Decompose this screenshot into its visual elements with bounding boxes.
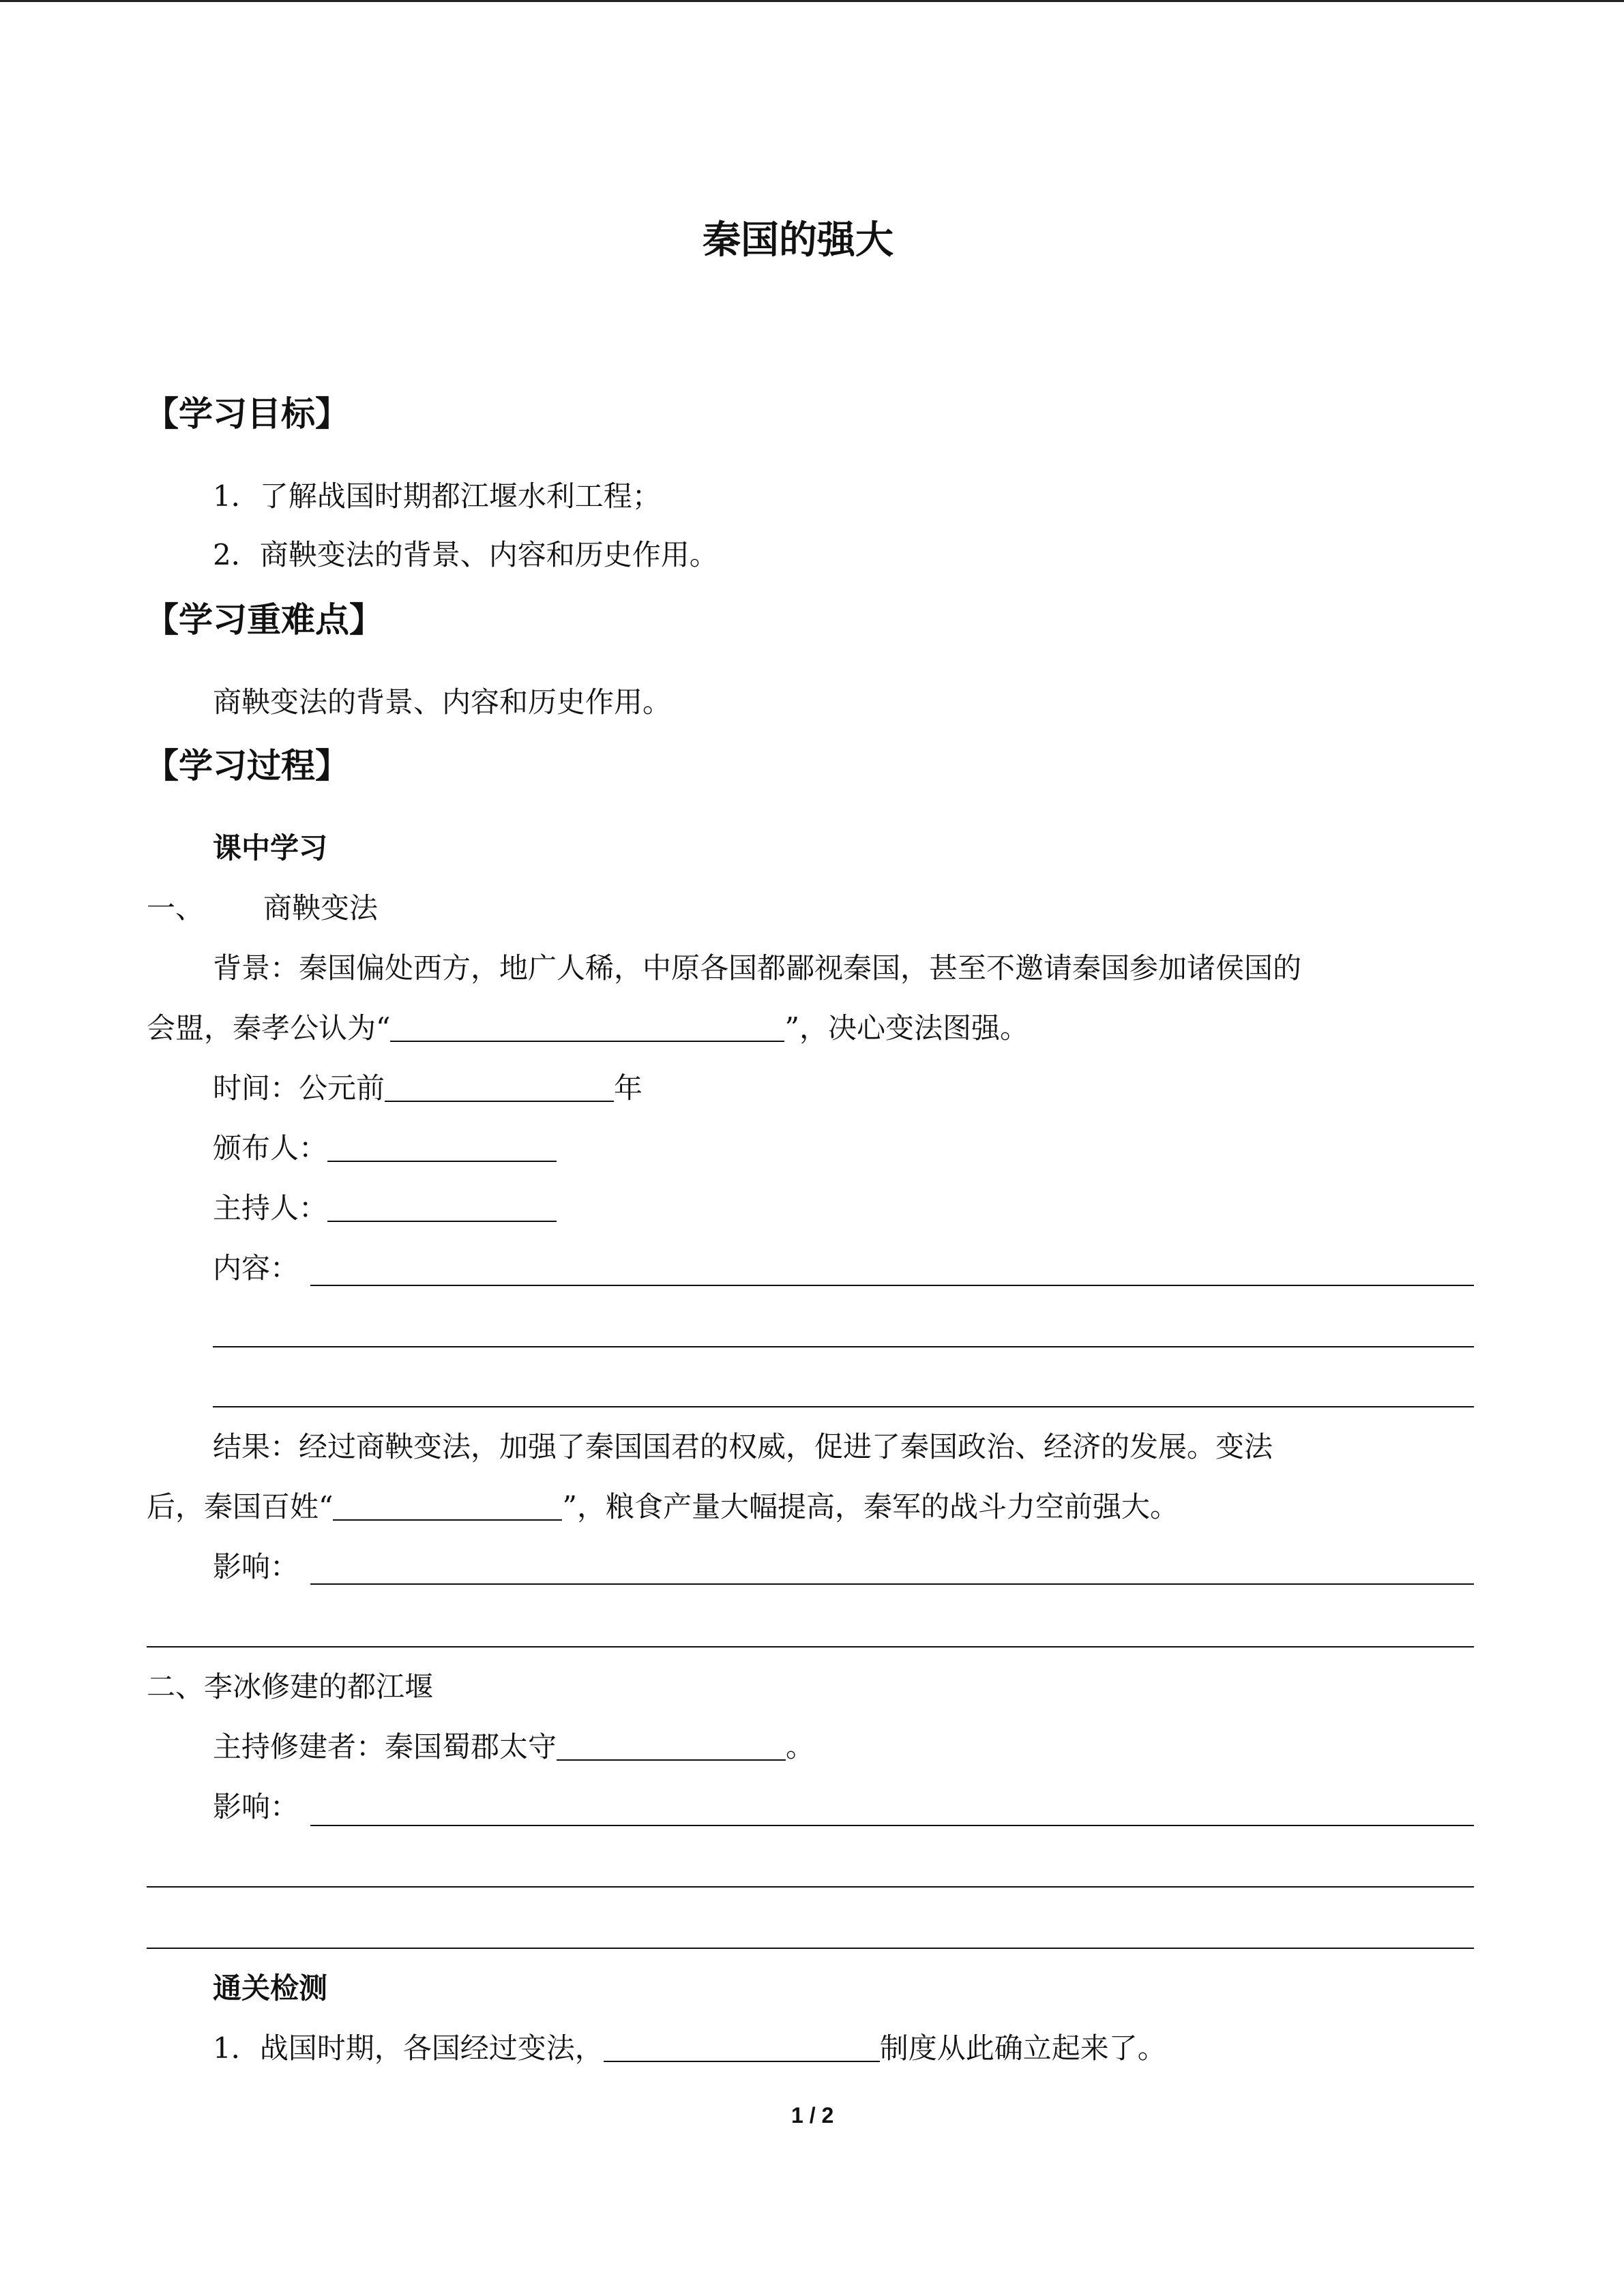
background-line-1: 背景：秦国偏处西方，地广人稀，中原各国都鄙视秦国，甚至不邀请秦国参加诸侯国的 (213, 951, 1302, 985)
content-answer-line-1[interactable] (310, 1285, 1474, 1286)
part2-title: 二、李冰修建的都江堰 (147, 1670, 434, 1703)
background-blank[interactable] (390, 1013, 784, 1042)
page-number: 1 / 2 (791, 2103, 834, 2128)
keypoints-heading: 【学习重难点】 (145, 600, 383, 640)
result-text-after: ”，粮食产量大幅提高，秦军的战斗力空前强大。 (562, 1490, 1179, 1523)
objectives-heading: 【学习目标】 (145, 394, 349, 434)
objective-item-1: 1．了解战国时期都江堰水利工程； (213, 479, 661, 513)
issuer-line (213, 1129, 557, 1167)
question-1-text-before: 1．战国时期，各国经过变法， (213, 2031, 604, 2065)
part2-influence-line-1[interactable] (310, 1825, 1474, 1826)
question-1-text-after: 制度从此确立起来了。 (879, 2031, 1166, 2065)
process-heading: 【学习过程】 (145, 746, 349, 786)
part1-number: 一、 (147, 891, 205, 925)
result-line-1: 结果：经过商鞅变法，加强了秦国国君的权威，促进了秦国政治、经济的发展。变法 (213, 1430, 1273, 1463)
page-top-border (0, 0, 1624, 2)
objective-item-2: 2．商鞅变法的背景、内容和历史作用。 (213, 538, 718, 571)
result-blank[interactable] (333, 1492, 562, 1521)
page-title: 秦国的强大 (703, 218, 894, 263)
builder-suffix: 。 (786, 1730, 815, 1763)
host-line (213, 1189, 557, 1227)
content-answer-line-3[interactable] (213, 1406, 1474, 1407)
process-subheading: 课中学习 (213, 831, 328, 865)
time-label: 时间：公元前 (213, 1071, 385, 1105)
background-text-before: 会盟，秦孝公认为“ (147, 1011, 391, 1045)
host-label: 主持人： (213, 1191, 328, 1225)
time-blank[interactable] (385, 1073, 614, 1102)
background-line-2 (147, 1009, 1029, 1047)
builder-line (213, 1728, 814, 1766)
part1-influence-line-2[interactable] (147, 1646, 1474, 1648)
part2-influence-label: 影响： (213, 1790, 299, 1823)
part1-title: 商鞅变法 (263, 891, 379, 925)
result-text-before: 后，秦国百姓“ (147, 1490, 334, 1523)
issuer-blank[interactable] (327, 1133, 557, 1162)
builder-label: 主持修建者：秦国蜀郡太守 (213, 1730, 557, 1763)
part1-influence-label: 影响： (213, 1550, 299, 1583)
question-1-blank[interactable] (604, 2033, 880, 2062)
time-suffix: 年 (614, 1071, 643, 1105)
part2-influence-line-2[interactable] (147, 1886, 1474, 1888)
check-heading: 通关检测 (213, 1971, 328, 2005)
host-blank[interactable] (327, 1193, 557, 1222)
content-answer-line-2[interactable] (213, 1346, 1474, 1347)
content-label: 内容： (213, 1251, 299, 1285)
issuer-label: 颁布人： (213, 1131, 328, 1165)
time-line (213, 1069, 643, 1107)
result-line-2 (147, 1488, 1179, 1526)
keypoints-text: 商鞅变法的背景、内容和历史作用。 (213, 685, 672, 719)
background-text-after: ”，决心变法图强。 (784, 1011, 1029, 1045)
part1-influence-line-1[interactable] (310, 1583, 1474, 1585)
builder-blank[interactable] (557, 1732, 786, 1761)
part2-influence-line-3[interactable] (147, 1948, 1474, 1949)
check-question-1 (213, 2029, 1166, 2068)
